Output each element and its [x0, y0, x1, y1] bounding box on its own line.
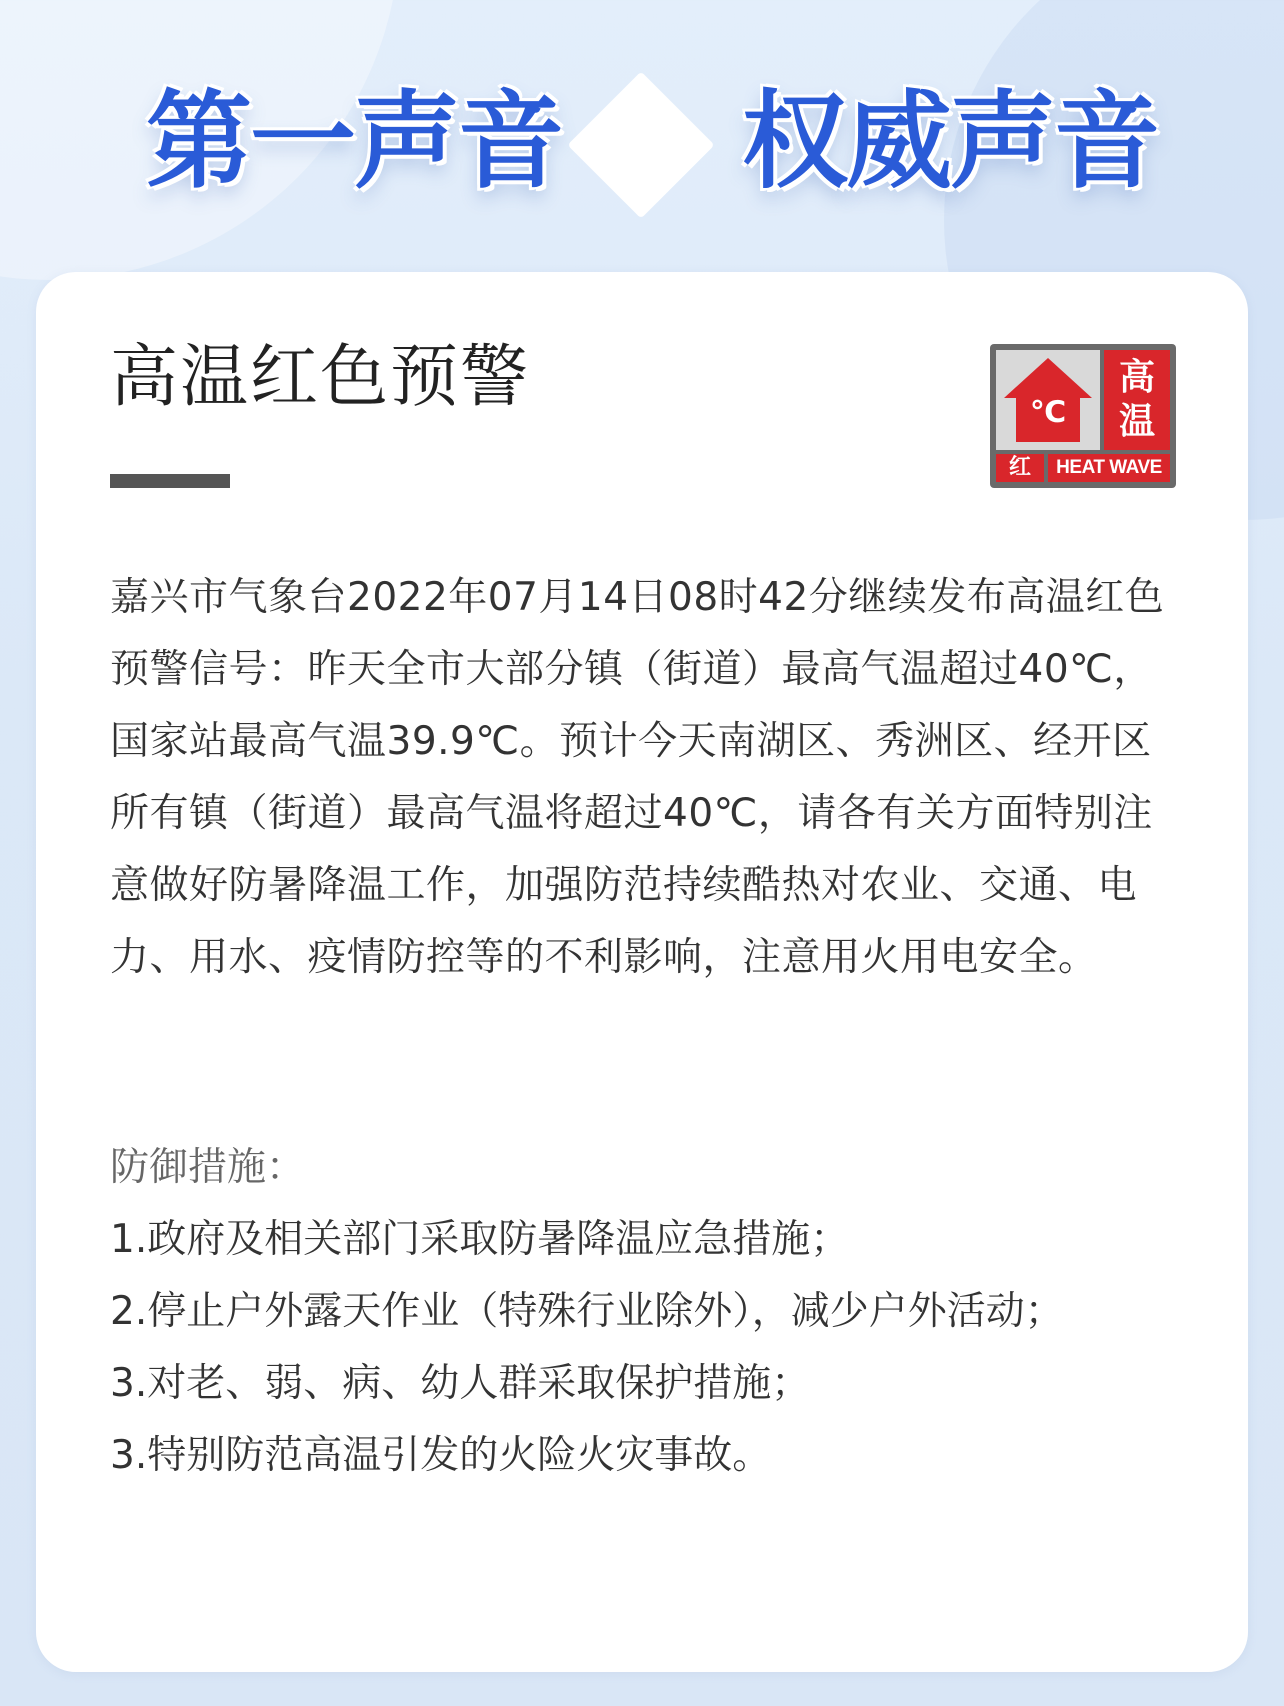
badge-house-panel: [996, 350, 1100, 450]
page-title: 高温红色预警: [110, 338, 531, 417]
warning-paragraph: 嘉兴市气象台2022年07月14日08时42分继续发布高温红色预警信号：昨天全市大部分镇（街道）最高气温超过40℃，国家站最高气温39.9℃。预计今天南湖区、秀洲区、经开区所有镇（街道）最高气温将超过40℃，请各有关方面特别注意做好防暑降温工作，加强防范持续酷热对农业、交通、电力、用水、疫情防控等的不利影响，注意用火用电安全。: [110, 575, 1165, 980]
list-item: 2.停止户外露天作业（特殊行业除外），减少户外活动；: [110, 1289, 1064, 1334]
colorful-diamond-logo-icon: [566, 70, 716, 220]
list-item: 3.对老、弱、病、幼人群采取保护措施；: [110, 1361, 811, 1406]
list-item: 1.政府及相关部门采取防暑降温应急措施；: [110, 1217, 850, 1262]
heat-wave-badge: [990, 344, 1176, 488]
measures-title: 防御措施：: [110, 1145, 306, 1190]
warning-paragraph-block: [110, 562, 1176, 994]
badge-name-panel: [1104, 350, 1170, 450]
badge-english-label: HEAT WAVE: [1056, 457, 1162, 478]
badge-level: 红: [1008, 455, 1031, 480]
list-item: 3.特别防范高温引发的火险火灾事故。: [110, 1433, 772, 1478]
measures-list: [110, 1204, 1176, 1492]
header-banner: [0, 0, 1284, 270]
title-underline: [110, 474, 230, 488]
badge-name: 高温: [1118, 357, 1155, 442]
banner-left-text: 第一声音: [146, 80, 562, 203]
warning-card: [36, 272, 1248, 1672]
banner-right-text: 权威声音: [742, 80, 1158, 203]
badge-english-panel: [1048, 454, 1170, 482]
defense-measures: [110, 1132, 1176, 1492]
badge-level-panel: [996, 454, 1044, 482]
badge-celsius-label: ℃: [1029, 395, 1067, 430]
